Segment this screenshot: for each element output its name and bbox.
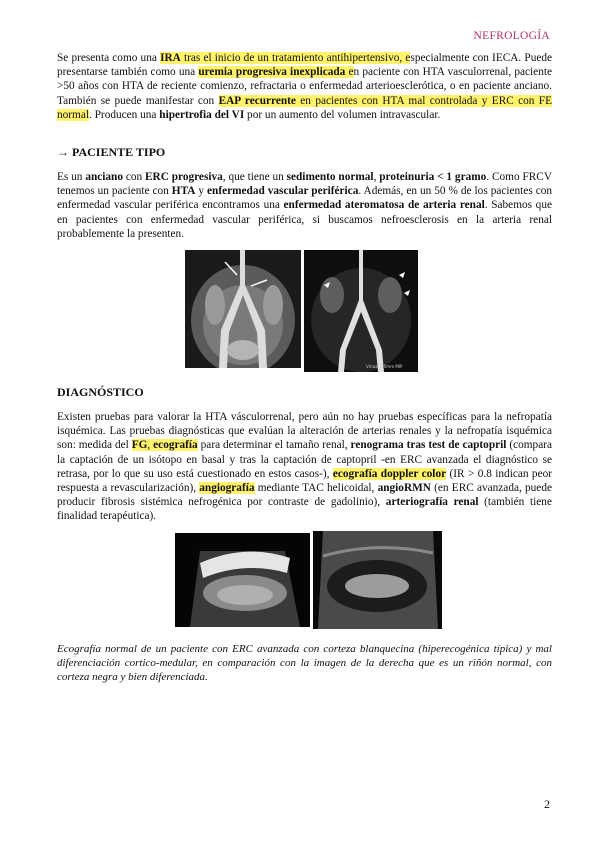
heading-paciente-tipo: → PACIENTE TIPO xyxy=(57,145,166,159)
paciente-paragraph: Es un anciano con ERC progresiva, que tiene un sedimento normal, proteinuria < 1 gramo. Como FRCV tenemos un paciente con HTA y enfermedad vascular periférica. Además, en un 50 % de los pacientes con enfermedad vascular periférica encontramos una enfermedad ateromatosa de arteria renal. Sabemos que en pacientes con enfermedad vascular periférica, si buscamos nefroesclerosis en la arteria renal probablemente la presenten. xyxy=(57,171,553,240)
diagnostico-paragraph: Existen pruebas para valorar la HTA vásculorrenal, pero aún no hay pruebas específicas para la nefropatía isquémica. Las pruebas diagnósticas que evalúan la alteración de arterias renales y la nefropatía isquémica son: medida del FG, ecografía para determinar el tamaño renal, renograma tras test de captopril (compara la captación de un isótopo en basal y tras la captación de captopril -en ERC avanzada el diagnóstico se retrasa, por lo que su uso está cuestionado en estos casos-), ecografía doppler color (IR > 0.8 indican peor respuesta a revascularización), angiografía mediante TAC helicoidal, angioRMN (en ERC avanzada, puede producir fibrosis sistémica nefrogénica por contraste de gadolinio), arteriografía renal (también tiene finalidad terapéutica). xyxy=(57,411,552,523)
ultrasound-normal-image xyxy=(313,531,442,629)
page-number: 2 xyxy=(544,797,550,811)
intro-paragraph: Se presenta como una IRA tras el inicio de un tratamiento antihipertensivo, especialmente con IECA. Puede presentarse también como una uremia progresiva inexplicada en paciente con HTA vasculorrenal, paciente >50 años con HTA de reciente comienzo, refractaria o enfermedad arterioesclerótica, o en paciente anciano. También se puede manifestar con EAP recurrente en pacientes con HTA mal controlada y ERC con FE normal. Producen una hipertrofia del VI por un aumento del volumen intravascular. xyxy=(57,52,553,121)
section-header: NEFROLOGÍA xyxy=(473,30,550,42)
heading-diagnostico: DIAGNÓSTICO xyxy=(57,385,144,399)
ultrasound-erc-image xyxy=(175,533,310,627)
mip-angiography-image xyxy=(304,250,418,372)
image-annotation: Vmax 130mm MIP xyxy=(366,364,403,369)
ct-angiography-image xyxy=(185,250,301,368)
figure-caption: Ecografía normal de un paciente con ERC avanzada con corteza blanquecina (hiperecogénica típica) y mal diferenciación cortico-medular, en comparación con la imagen de la derecha que es un riñón normal, con corteza negra y bien diferenciada. xyxy=(57,643,552,683)
